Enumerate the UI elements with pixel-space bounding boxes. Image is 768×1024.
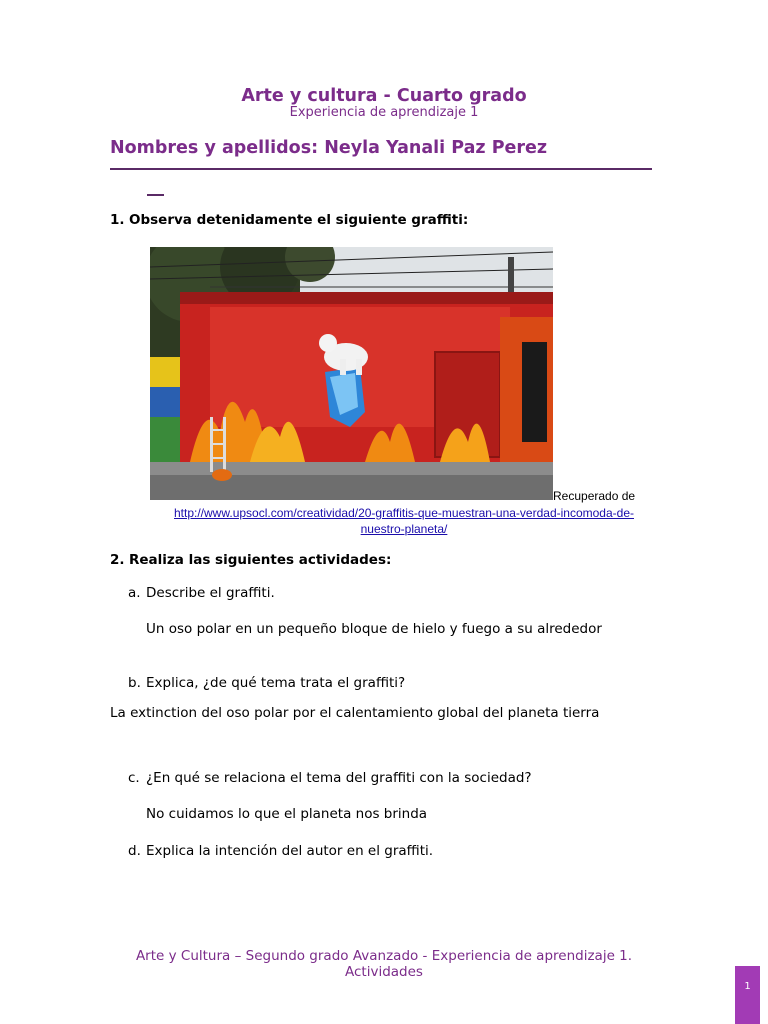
graffiti-illustration [150,247,553,500]
activity-c-question: ¿En qué se relaciona el tema del graffiti con la sociedad? [146,770,532,786]
student-names-line: Nombres y apellidos: Neyla Yanali Paz Perez [110,138,548,158]
activity-d-letter: d. [128,843,141,859]
activity-a [128,585,275,601]
activity-a-question: Describe el graffiti. [146,585,275,601]
document-title: Arte y cultura - Cuarto grado [241,86,527,106]
activity-a-letter: a. [128,585,141,601]
footer-line-1: Arte y Cultura – Segundo grado Avanzado - Experiencia de aprendizaje 1. [135,948,633,964]
graffiti-photo [150,247,553,500]
footer-line-2: Actividades [345,964,423,980]
activity-c-letter: c. [128,770,140,786]
question-2-number: 2. [110,552,125,568]
activity-a-answer: Un oso polar en un pequeño bloque de hielo y fuego a su alrededor [146,621,602,637]
question-1-number: 1. [110,212,125,228]
question-2-text: Realiza las siguientes actividades: [129,552,392,568]
activity-b-letter: b. [128,675,141,691]
page-footer [0,948,768,980]
activity-c [128,770,532,786]
question-2-heading [110,552,391,568]
activity-b-answer: La extinction del oso polar por el calentamiento global del planeta tierra [110,705,600,721]
question-1-text: Observa detenidamente el siguiente graffiti: [129,212,469,228]
source-link-line-1[interactable]: http://www.upsocl.com/creatividad/20-graffitis-que-muestran-una-verdad-incomoda-de- [174,506,634,520]
source-link-line-2[interactable]: nuestro-planeta/ [360,522,448,536]
activity-c-answer: No cuidamos lo que el planeta nos brinda [146,806,428,822]
page-number-badge: 1 [735,966,760,1024]
activity-d [128,843,433,859]
divider-line [110,168,652,170]
divider-line-tail [147,194,164,196]
image-caption: Recuperado de [553,489,636,503]
question-1-heading [110,212,468,228]
document-subtitle: Experiencia de aprendizaje 1 [289,105,479,120]
activity-d-question: Explica la intención del autor en el graffiti. [146,843,434,859]
activity-b [128,675,405,691]
activity-b-question: Explica, ¿de qué tema trata el graffiti? [146,675,406,691]
